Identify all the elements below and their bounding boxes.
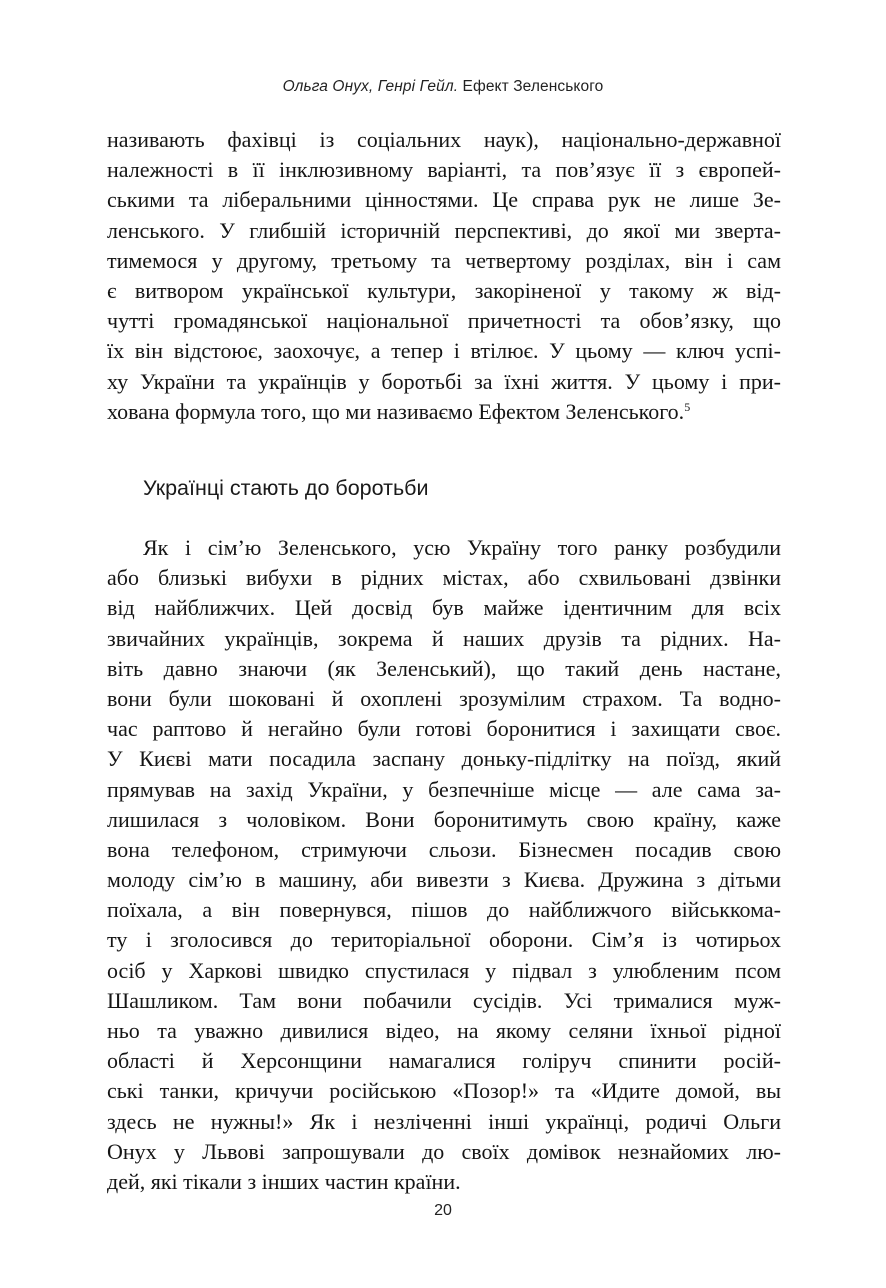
paragraph-2-line: осіб у Харкові швидко спустилася у підвал з улюбленим псом: [107, 957, 781, 983]
paragraph-2-line: У Києві мати посадила заспану доньку-підлітку на поїзд, який: [107, 746, 781, 772]
paragraph-1: [107, 125, 781, 427]
paragraph-2-line: Як і сім’ю Зеленського, усю Україну того ранку розбудили: [143, 535, 781, 560]
paragraph-2-line: час раптово й негайно були готові боронитися і захищати своє.: [107, 716, 781, 742]
paragraph-2-line: вона телефоном, стримуючи сльози. Бізнесмен посадив свою: [107, 836, 781, 862]
paragraph-1-line: чутті громадянської національної причетності та обов’язку, що: [107, 308, 781, 334]
paragraph-2-line: вони були шоковані й охоплені зрозумілим страхом. Та водно-: [107, 685, 781, 711]
paragraph-1-line: належності в її інклюзивному варіанті, та пов’язує її з європей-: [107, 157, 781, 183]
paragraph-2-line: віть давно знаючи (як Зеленський), що такий день настане,: [107, 655, 781, 681]
paragraph-2-line: прямував на захід України, у безпечніше місце — але сама за-: [107, 776, 781, 802]
paragraph-2-line: ньо та уважно дивилися відео, на якому селяни їхньої рідної: [107, 1018, 781, 1043]
paragraph-2-line: області й Херсонщини намагалися голіруч спинити росій-: [107, 1048, 781, 1074]
paragraph-2-line: ту і зголосився до територіальної оборони. Сім’я із чотирьох: [107, 927, 781, 953]
paragraph-2-line: ські танки, кричучи російською «Позор!» та «Идите домой, вы: [107, 1078, 781, 1104]
paragraph-2-line: здесь не нужны!» Як і незліченні інші українці, родичі Ольги: [107, 1108, 781, 1134]
paragraph-2-line: Онух у Львові запрошували до своїх домівок незнайомих лю-: [107, 1138, 781, 1164]
paragraph-2-line: або близькі вибухи в рідних містах, або схвильовані дзвінки: [107, 565, 781, 591]
page-number: 20: [434, 1202, 452, 1219]
paragraph-1-line: тимемося у другому, третьому та четвертому розділах, він і сам: [107, 247, 781, 273]
footnote-reference[interactable]: 5: [684, 399, 691, 414]
paragraph-2-last-line: дей, які тікали з інших частин країни.: [107, 1168, 461, 1194]
paragraph-1-line: ськими та ліберальними цінностями. Це справа рук не лише Зе-: [107, 187, 781, 213]
paragraph-1-last-line: [107, 397, 781, 427]
paragraph-2-line: молоду сім’ю в машину, аби вивезти з Києва. Дружина з дітьми: [107, 867, 781, 893]
paragraph-1-line: є витвором української культури, закоріненої у такому ж від-: [107, 277, 781, 303]
paragraph-1-line: називають фахівці із соціальних наук), національно-державної: [107, 127, 781, 152]
paragraph-2-line: лишилася з чоловіком. Вони боронитимуть свою країну, каже: [107, 806, 781, 832]
paragraph-1-line: ху України та українців у боротьбі за їхні життя. У цьому і при-: [107, 368, 781, 394]
paragraph-1-line: ленського. У глибшій історичній перспективі, до якої ми зверта-: [107, 217, 781, 243]
paragraph-2-line: звичайних українців, зокрема й наших друзів та рідних. На-: [107, 625, 781, 651]
section-heading: Українці стають до боротьби: [143, 476, 429, 500]
header-book-title: Ефект Зеленського: [462, 78, 604, 95]
running-header: [0, 78, 886, 96]
paragraph-1-line: їх він відстоює, заохочує, а тепер і втілює. У цьому — ключ успі-: [107, 338, 781, 364]
paragraph-1-line-text: хована формула того, що ми називаємо Ефектом Зеленського.: [107, 398, 685, 424]
paragraph-2-line: від найближчих. Цей досвід був майже ідентичним для всіх: [107, 595, 781, 621]
paragraph-2-line: поїхала, а він повернувся, пішов до найближчого військкома-: [107, 897, 781, 923]
header-authors: Ольга Онух, Генрі Гейл.: [282, 78, 459, 95]
paragraph-2-line: Шашликом. Там вони побачили сусідів. Усі трималися муж-: [107, 987, 781, 1013]
paragraph-2: [107, 533, 781, 1197]
